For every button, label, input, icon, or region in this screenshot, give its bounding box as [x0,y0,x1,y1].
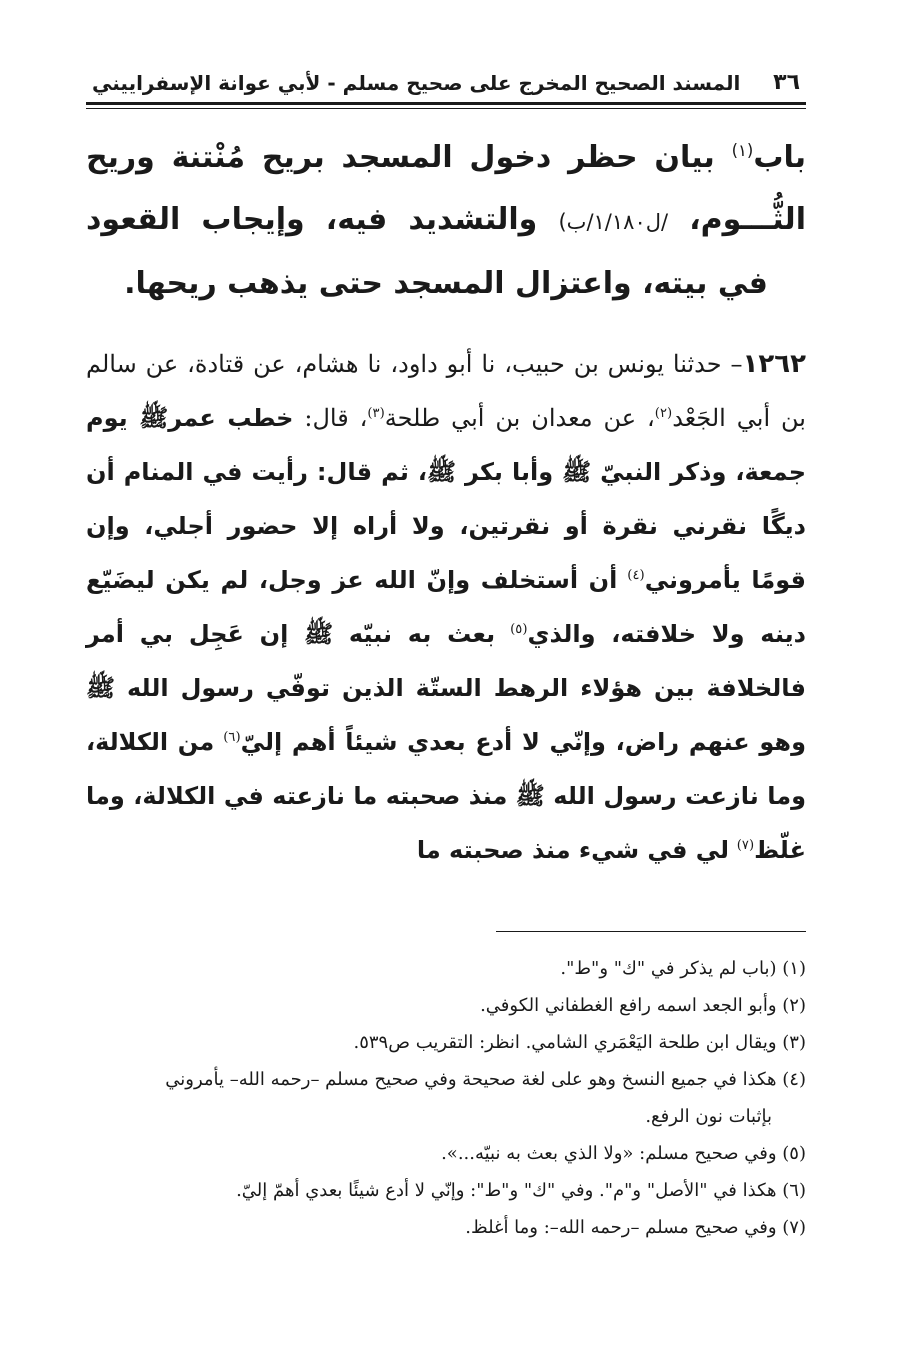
footnote-text: وفي صحيح مسلم: «ولا الذي بعث به نبيّه...». [441,1143,777,1164]
footnote-marker: (٢) [782,995,806,1016]
matn-part1: خطب عمرﷺ يوم جمعة، وذكر النبيّ ﷺ وأبا بكر ﷺ، ثم قال: رأيت في المنام أن ديگًا نقرني نقرة أو نقرتين، ولا أراه إلا حضور أجلي، وإن قومًا يأمروني [86,404,806,594]
footnote-ref-7: (٧) [736,838,755,853]
chapter-heading [86,127,806,315]
footnote-marker: (٤) [782,1069,806,1090]
footnote-marker: (٥) [782,1143,806,1164]
header-rule-thin [86,108,806,109]
footnote-ref-1: (١) [731,141,754,160]
footnote-1 [86,950,806,987]
footnote-text: هكذا في جميع النسخ وهو على لغة صحيحة وفي صحيح مسلم –رحمه الله– يأمروني [165,1069,777,1090]
chapter-title-part2: والتشديد فيه، وإيجاب القعود في بيته، واعتزال المسجد حتى يذهب ريحها. [86,202,768,301]
book-page [86,66,806,1246]
page-number: ٣٦ [773,70,800,95]
matn-part3: بعث به نبيّه ﷺ إن عَجِل بي أمر فالخلافة بين هؤلاء الرهط الستّة الذين توفّي رسول الله ﷺ وهو عنهم راض، وإنّي لا أدع بعدي شيئاً أهم إليّ [86,620,806,756]
footnote-ref-3: (٣) [367,406,385,421]
footnote-2 [86,987,806,1024]
isnad-part3: ، قال: [304,404,368,432]
hadith-text [86,337,806,877]
footnote-5 [86,1135,806,1172]
footnotes-list [86,950,806,1246]
footnote-continuation: بإثبات نون الرفع. [645,1106,772,1127]
footnote-marker: (٣) [782,1032,806,1053]
footnote-marker: (١) [782,958,806,979]
footnote-6 [86,1172,806,1209]
footnote-3 [86,1024,806,1061]
isnad-part1: – حدثنا يونس بن حبيب، نا أبو داود، نا هشام، عن قتادة، عن سالم بن أبي الجَعْد [86,350,806,432]
running-head [86,66,806,100]
footnote-4 [86,1061,806,1135]
footnote-text: (باب لم يذكر في "ك" و"ط". [560,958,777,979]
manuscript-reference: /ل١/١٨٠/ب) [558,210,669,234]
footnote-text: ويقال ابن طلحة اليَعْمَري الشامي. انظر: التقريب ص٥٣٩. [353,1032,777,1053]
matn-part2: أن أستخلف وإنّ الله عز وجل، لم يكن ليضَيّع دينه ولا خلافته، والذي [86,566,806,648]
header-rule-thick [86,102,806,105]
chapter-word: باب [753,140,806,175]
matn-part4: من الكلالة، وما نازعت رسول الله ﷺ منذ صحبته ما نازعته في الكلالة، وما غلّظ [86,728,806,864]
hadith-number: ١٢٦٢ [742,349,807,379]
book-title: المسند الصحيح المخرج على صحيح مسلم - لأبي عوانة الإسفراييني [92,71,741,95]
footnote-ref-6: (٦) [223,730,241,745]
footnote-text: وأبو الجعد اسمه رافع الغطفاني الكوفي. [480,995,777,1016]
footnote-separator [496,931,806,932]
footnote-text: هكذا في "الأصل" و"م". وفي "ك" و"ط": وإنّي لا أدع شيئًا بعدي أهمّ إليّ. [236,1180,777,1201]
footnote-text: وفي صحيح مسلم –رحمه الله–: وما أغلظ. [465,1217,777,1238]
footnote-ref-5: (٥) [510,622,528,637]
isnad-part2: ، عن معدان بن أبي طلحة [384,404,655,432]
footnote-marker: (٦) [782,1180,806,1201]
footnote-ref-4: (٤) [627,568,645,583]
matn-part5: لي في شيء منذ صحبته ما [416,836,730,864]
footnote-ref-2: (٢) [654,406,673,421]
footnote-7 [86,1209,806,1246]
footnote-marker: (٧) [782,1217,806,1238]
chapter-title-part1: بيان حظر دخول المسجد بريح مُنْتنة وريح الثُّـــوم، [86,140,806,237]
